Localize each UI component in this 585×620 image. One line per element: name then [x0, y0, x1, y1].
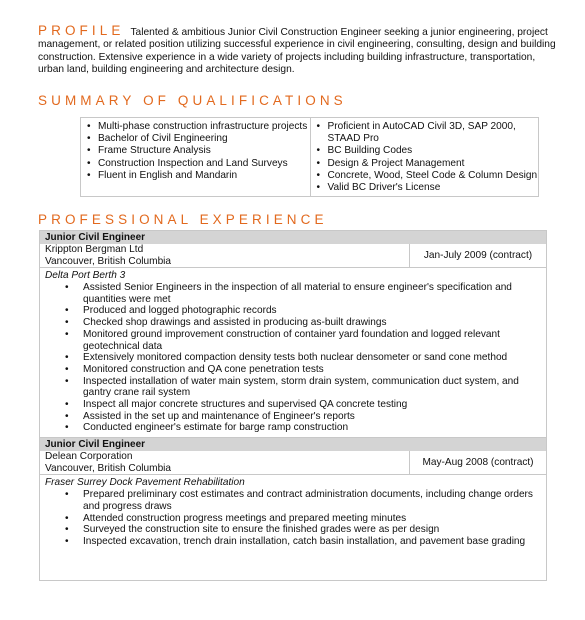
qualification-item: • Valid BC Driver's License — [316, 182, 441, 194]
duty-item: • Inspected excavation, trench drain installation, catch basin installation, and pavement base grading — [65, 535, 526, 547]
qualifications-right-column — [310, 118, 539, 196]
project-name: Fraser Surrey Dock Pavement Rehabilitation — [45, 477, 245, 489]
duties-list — [40, 489, 546, 548]
duties-list — [40, 282, 546, 434]
duty-item: • Monitored ground improvement construction of container yard foundation and logged relevant geotechnical data — [65, 328, 500, 352]
bullet-icon: • — [87, 157, 91, 169]
job-employer — [40, 244, 410, 267]
qualification-item: • Frame Structure Analysis — [87, 145, 211, 157]
company-location: Vancouver, British Columbia — [45, 462, 172, 474]
bullet-icon: • — [65, 512, 69, 524]
qualification-item: • Proficient in AutoCAD Civil 3D, SAP 2000, STAAD Pro — [316, 121, 516, 145]
duty-item: • Inspect all major concrete structures and supervised QA concrete testing — [65, 399, 408, 411]
bullet-icon: • — [87, 133, 91, 145]
bullet-icon: • — [316, 169, 321, 181]
company-name: Delean Corporation — [45, 451, 133, 463]
bullet-icon: • — [316, 182, 321, 194]
summary-heading: SUMMARY OF QUALIFICATIONS — [38, 93, 347, 108]
job-dates: May-Aug 2008 (contract) — [422, 457, 534, 469]
job-entry — [40, 437, 546, 548]
bullet-icon: • — [65, 328, 69, 340]
job-entry — [40, 231, 546, 434]
bullet-icon: • — [65, 422, 69, 434]
bullet-icon: • — [87, 121, 91, 132]
duty-item: • Inspected installation of water main system, storm drain system, communication duct system, and gantry crane rail system — [65, 375, 519, 399]
company-location: Vancouver, British Columbia — [45, 255, 172, 267]
qualification-item: • Bachelor of Civil Engineering — [87, 133, 228, 145]
qualifications-table — [80, 117, 539, 197]
bullet-icon: • — [316, 121, 321, 132]
job-employer — [40, 451, 410, 474]
experience-heading: PROFESSIONAL EXPERIENCE — [38, 212, 328, 227]
bullet-icon: • — [87, 145, 91, 157]
qualification-item: • Fluent in English and Mandarin — [87, 169, 238, 181]
bullet-icon: • — [65, 305, 69, 317]
job-info-row — [40, 451, 546, 475]
qualification-item: • Construction Inspection and Land Surveys — [87, 157, 288, 169]
bullet-icon: • — [65, 399, 69, 411]
duty-item: • Produced and logged photographic records — [65, 305, 277, 317]
bullet-icon: • — [65, 489, 69, 501]
duty-item: • Attended construction progress meetings and prepared meeting minutes — [65, 512, 407, 524]
duty-item: • Checked shop drawings and assisted in producing as-built drawings — [65, 317, 387, 329]
duty-item: • Extensively monitored compaction density tests both nuclear densometer or sand cone method — [65, 352, 508, 364]
bullet-icon: • — [65, 317, 69, 329]
duty-item: • Conducted engineer's estimate for barge ramp construction — [65, 422, 349, 434]
bullet-icon: • — [316, 145, 321, 157]
bullet-icon: • — [65, 375, 69, 387]
duty-item: • Assisted Senior Engineers in the inspection of all material to ensure engineer's specification and quantities were met — [65, 282, 512, 305]
job-dates: Jan-July 2009 (contract) — [423, 250, 533, 261]
qualifications-left-column — [81, 118, 310, 196]
duty-item: • Monitored construction and QA cone penetration tests — [65, 363, 324, 375]
bullet-icon: • — [65, 282, 69, 293]
duty-item: • Prepared preliminary cost estimates and contract administration documents, including change orders and progress draws — [65, 489, 533, 512]
experience-table — [39, 230, 547, 581]
qualification-item: • Multi-phase construction infrastructure projects — [87, 121, 308, 132]
bullet-icon: • — [316, 157, 321, 169]
qualification-item: • Design & Project Management — [316, 157, 465, 169]
duty-item: • Surveyed the construction site to ensure the finished grades were as per design — [65, 524, 440, 536]
bullet-icon: • — [65, 524, 69, 536]
job-info-row — [40, 244, 546, 268]
project-name: Delta Port Berth 3 — [45, 270, 126, 281]
bullet-icon: • — [65, 363, 69, 375]
job-title: Junior Civil Engineer — [40, 231, 546, 244]
profile-text: Talented & ambitious Junior Civil Construction Engineer seeking a junior engineering, project management, or related position utilizing successful experience in civil engineering, consulting, design and building construction. Extensive experience in a wide variety of projects including building infrastructure, transportation, urban land, building engineering and architecture design. — [38, 27, 556, 76]
bullet-icon: • — [65, 352, 69, 364]
qualification-item: • Concrete, Wood, Steel Code & Column Design — [316, 169, 538, 181]
profile-section — [38, 25, 558, 77]
duty-item: • Assisted in the set up and maintenance of Engineer's reports — [65, 410, 355, 422]
bullet-icon: • — [65, 410, 69, 422]
job-title: Junior Civil Engineer — [40, 438, 546, 451]
company-name: Krippton Bergman Ltd — [45, 244, 144, 255]
bullet-icon: • — [87, 169, 91, 181]
qualification-item: • BC Building Codes — [316, 145, 413, 157]
profile-heading: PROFILE — [38, 23, 125, 38]
bullet-icon: • — [65, 535, 69, 547]
